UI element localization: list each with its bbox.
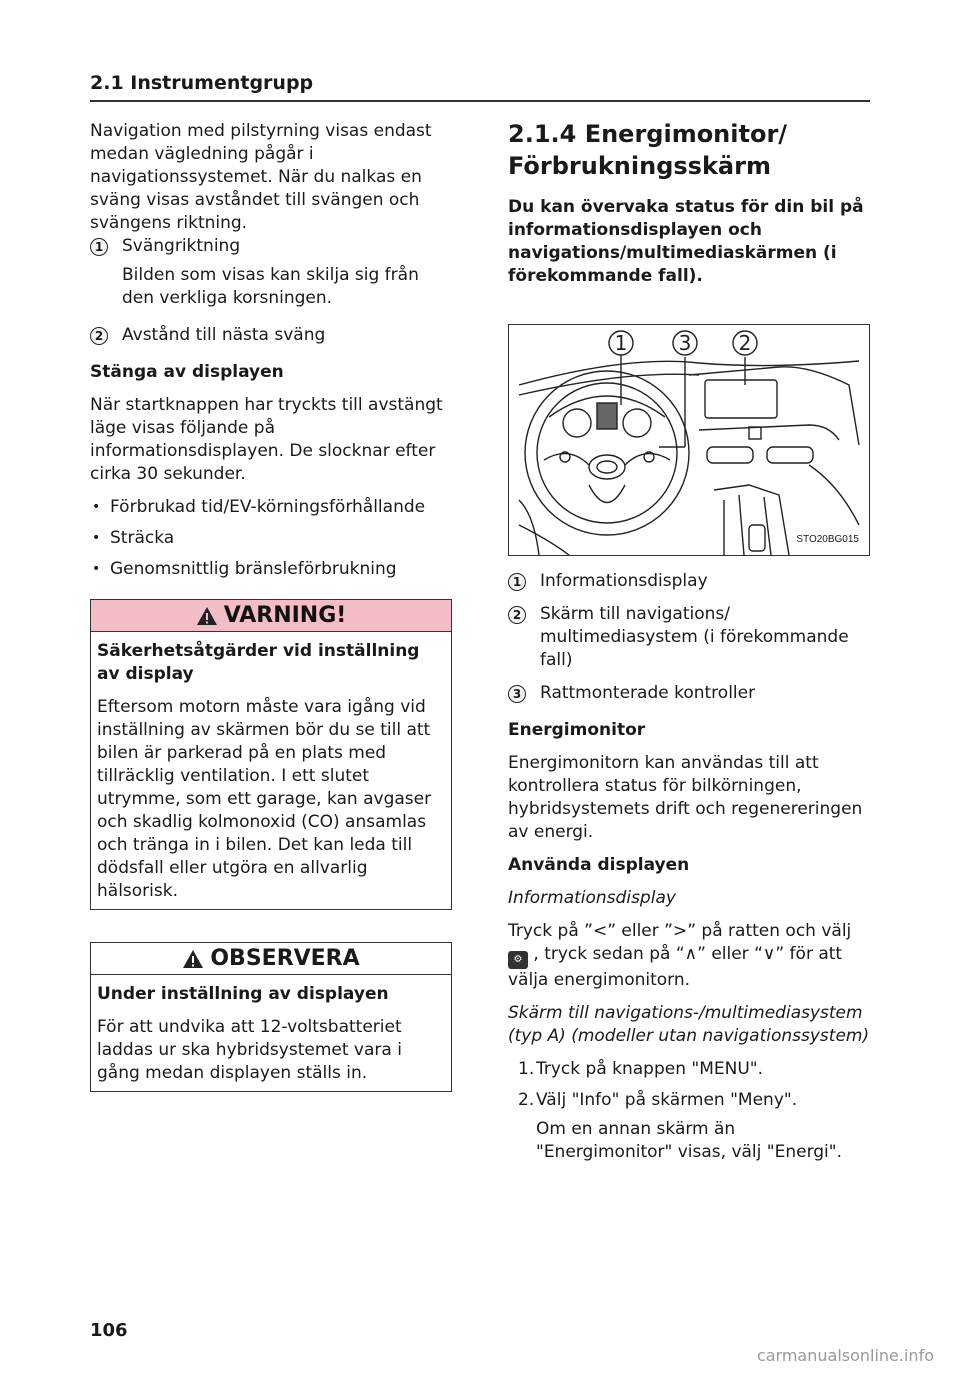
display-off-text: När startknappen har tryckts till avstängt läge visas följande på informationsdisplayen. De slocknar efter cirka 30 sekunder.	[90, 395, 443, 484]
item-label: Svängriktning	[122, 236, 241, 256]
press-text-b: , tryck sedan på “	[533, 944, 685, 964]
page-number: 106	[90, 1320, 128, 1341]
step-number: 2.	[518, 1090, 535, 1110]
notice-triangle-icon	[182, 949, 204, 969]
number-badge: 2	[508, 606, 526, 624]
list-item	[508, 682, 870, 705]
notice-box	[90, 942, 452, 1092]
dashboard-illustration	[509, 325, 869, 555]
subsection-title: 2.1.4 Energimonitor/ Förbrukningsskärm	[508, 120, 788, 180]
callout-1-label: 1	[614, 331, 628, 355]
item-label: Rattmonterade kontroller	[540, 683, 756, 703]
bullet-item: • Sträcka	[90, 527, 452, 550]
warning-title: VARNING!	[223, 603, 347, 628]
warning-triangle-icon	[196, 606, 218, 626]
bullet-list	[90, 496, 452, 581]
callout-2-label: 2	[738, 331, 752, 355]
right-column	[508, 118, 870, 1174]
list-item	[508, 603, 870, 672]
item-label: Informationsdisplay	[540, 571, 708, 591]
item-label: Skärm till navigations/ multimediasystem (i förekommande fall)	[540, 604, 849, 670]
info-display-label: Informationsdisplay	[508, 888, 676, 908]
notice-text: För att undvika att 12-voltsbatteriet laddas ur ska hybridsystemet vara i gång medan displayen ställs in.	[97, 1017, 402, 1083]
list-item	[90, 235, 452, 310]
number-badge: 3	[508, 685, 526, 703]
warning-box	[90, 599, 452, 910]
nav-system-label: Skärm till navigations-/multimediasystem (typ A) (modeller utan navigationssystem)	[508, 1003, 870, 1046]
figure-code: STO20BG015	[796, 534, 859, 545]
step-subtext: Om en annan skärm än "Energimonitor" visas, välj "Energi".	[536, 1119, 843, 1162]
warning-header	[91, 600, 451, 632]
heading-energy-monitor: Energimonitor	[508, 720, 646, 740]
intro-text: Navigation med pilstyrning visas endast medan vägledning pågår i navigationssystemet. När du nalkas en sväng visas avståndet till svängen och svängens riktning.	[90, 121, 432, 233]
step-text: Välj "Info" på skärmen "Meny".	[536, 1090, 798, 1110]
list-item	[90, 324, 452, 347]
steps-list	[508, 1058, 870, 1164]
press-text-c: ” eller “	[697, 944, 763, 964]
car-info-icon: ⚙	[508, 951, 528, 969]
step-text: Tryck på knappen "MENU".	[536, 1059, 764, 1079]
warning-body	[91, 632, 451, 909]
heading-use-display: Använda displayen	[508, 855, 690, 875]
press-text-a: Tryck på ”<” eller ”>” på ratten och välj	[508, 921, 852, 941]
notice-header	[91, 943, 451, 975]
press-text-d: ” för att välja energimonitorn.	[508, 944, 843, 990]
step-item	[508, 1058, 870, 1081]
bullet-item: • Genomsnittlig bränsleförbrukning	[90, 558, 452, 581]
press-instruction	[508, 920, 870, 992]
warning-text: Eftersom motorn måste vara igång vid inställning av skärmen bör du se till att bilen är parkerad på en plats med tillräcklig ventilation. I ett slutet utrymme, som ett garage, kan avgaser och skadlig kolmonoxid (CO) ansamlas och tränga in i bilen. Det kan leda till dödsfall eller utgöra en allvarlig hälsorisk.	[97, 697, 432, 901]
notice-heading: Under inställning av displayen	[97, 984, 389, 1004]
section-header	[90, 72, 870, 102]
item-subtext: Bilden som visas kan skilja sig från den verkliga korsningen.	[122, 265, 419, 308]
list-item	[508, 570, 870, 593]
dashboard-figure	[508, 324, 870, 556]
left-column	[90, 120, 452, 1092]
number-badge: 1	[508, 573, 526, 591]
number-badge: 2	[90, 327, 108, 345]
section-title: 2.1 Instrumentgrupp	[90, 72, 314, 94]
energy-text: Energimonitorn kan användas till att kontrollera status för bilkörningen, hybridsystemets drift och regenereringen av energi.	[508, 753, 863, 842]
item-label: Avstånd till nästa sväng	[122, 325, 326, 345]
heading-display-off: Stänga av displayen	[90, 362, 284, 382]
warning-heading: Säkerhetsåtgärder vid inställning av display	[97, 641, 420, 684]
notice-body	[91, 975, 451, 1091]
callout-3-label: 3	[678, 331, 692, 355]
up-arrow-icon: ∧	[684, 944, 698, 964]
lead-text: Du kan övervaka status för din bil på informationsdisplayen och navigations/multimediaskärmen (i förekommande fall).	[508, 197, 864, 286]
notice-title: OBSERVERA	[210, 946, 360, 971]
step-number: 1.	[518, 1059, 535, 1079]
step-item	[508, 1089, 870, 1164]
number-badge: 1	[90, 238, 108, 256]
bullet-item: • Förbrukad tid/EV-körningsförhållande	[90, 496, 452, 519]
down-arrow-icon: ∨	[762, 944, 776, 964]
watermark: carmanualsonline.info	[756, 1346, 934, 1365]
